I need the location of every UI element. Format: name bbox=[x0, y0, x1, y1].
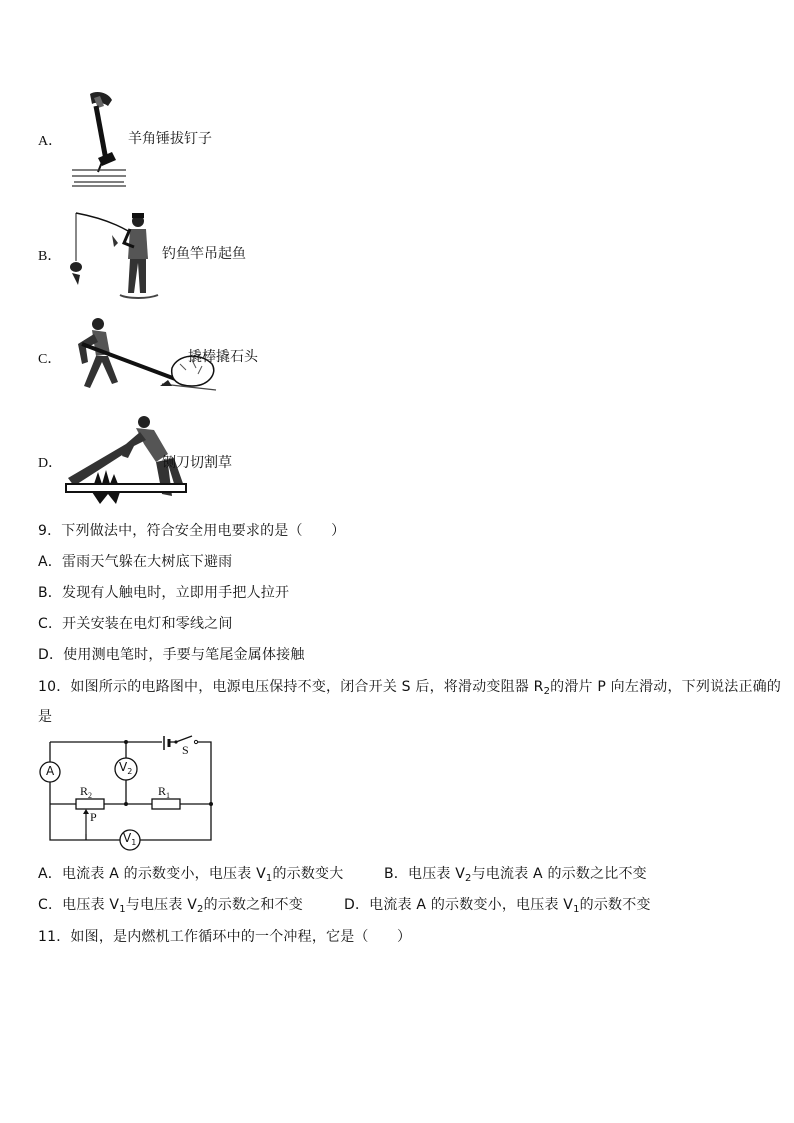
ammeter-label: A bbox=[46, 764, 55, 778]
q8-option-b bbox=[38, 205, 338, 310]
q9-option-d: D．使用测电笔时，手要与笔尾金属体接触 bbox=[38, 647, 305, 663]
q10-optB-sub: 2 bbox=[465, 873, 472, 884]
fishing-rod-lifting-fish-icon bbox=[68, 207, 168, 307]
v1-label bbox=[123, 831, 136, 847]
switch-label: S bbox=[182, 743, 189, 757]
q10-optC-b: 与电压表 V bbox=[125, 897, 197, 913]
v1-letter: V bbox=[123, 831, 132, 845]
q10-circuit-diagram bbox=[36, 734, 226, 852]
r1-letter: R bbox=[158, 784, 167, 798]
q8-option-d bbox=[38, 412, 338, 510]
option-letter: D． bbox=[38, 456, 63, 471]
r1-label bbox=[158, 784, 170, 800]
option-caption: 铡刀切割草 bbox=[162, 455, 232, 471]
q10-optA-sub: 1 bbox=[265, 873, 273, 884]
option-letter: B． bbox=[38, 249, 62, 264]
q9-option-a: A．雷雨天气躲在大树底下避雨 bbox=[38, 554, 233, 570]
q10-optC-a: C．电压表 V bbox=[38, 897, 120, 913]
q10-stem-a: 10．如图所示的电路图中，电源电压保持不变，闭合开关 S 后，将滑动变阻器 R bbox=[38, 679, 544, 695]
r2-letter: R bbox=[80, 784, 89, 798]
q10-option-d bbox=[344, 894, 651, 915]
q9-option-c: C．开关安装在电灯和零线之间 bbox=[38, 616, 233, 632]
v2-label bbox=[119, 760, 132, 776]
q10-option-c bbox=[38, 894, 303, 915]
v2-letter: V bbox=[119, 760, 128, 774]
q10-optD-a: D．电流表 A 的示数变小，电压表 V bbox=[344, 897, 574, 913]
option-caption: 羊角锤拔钉子 bbox=[128, 131, 212, 147]
q10-stem-sub: 2 bbox=[543, 686, 551, 697]
v2-sub: 2 bbox=[127, 767, 133, 776]
q9-stem: 9．下列做法中，符合安全用电要求的是（ ） bbox=[38, 523, 346, 539]
q10-optC-c: 的示数之和不变 bbox=[203, 897, 303, 913]
q8-option-a bbox=[38, 88, 338, 193]
q10-optD-sub: 1 bbox=[573, 904, 580, 915]
q11-stem: 11．如图，是内燃机工作循环中的一个冲程，它是（ ） bbox=[38, 929, 412, 945]
v1-sub: 1 bbox=[131, 838, 137, 847]
q10-optA-a: A．电流表 A 的示数变小，电压表 V bbox=[38, 866, 266, 882]
q10-optD-b: 的示数不变 bbox=[579, 897, 651, 913]
q10-optC-sub1: 1 bbox=[119, 904, 126, 915]
q10-optB-a: B．电压表 V bbox=[384, 866, 466, 882]
q10-stem-line1 bbox=[38, 676, 781, 697]
claw-hammer-pulling-nail-icon bbox=[68, 88, 128, 188]
r2-label bbox=[80, 784, 92, 800]
q10-stem-line2: 是 bbox=[38, 709, 53, 725]
q10-option-a bbox=[38, 863, 343, 884]
q10-stem-b: 的滑片 P 向左滑动，下列说法正确的 bbox=[550, 679, 782, 695]
q10-option-b bbox=[384, 863, 647, 884]
q10-optB-b: 与电流表 A 的示数之比不变 bbox=[471, 866, 647, 882]
q10-optA-b: 的示数变大 bbox=[272, 866, 344, 882]
option-letter: A． bbox=[38, 134, 63, 149]
option-caption: 撬棒撬石头 bbox=[188, 349, 258, 365]
r2-sub: 2 bbox=[88, 791, 93, 800]
q8-option-c bbox=[38, 312, 338, 407]
r1-sub: 1 bbox=[166, 791, 171, 800]
slider-label: P bbox=[90, 810, 97, 824]
option-caption: 钓鱼竿吊起鱼 bbox=[162, 246, 246, 262]
q9-option-b: B．发现有人触电时，立即用手把人拉开 bbox=[38, 585, 290, 601]
option-letter: C． bbox=[38, 352, 62, 367]
q10-optC-sub2: 2 bbox=[197, 904, 204, 915]
